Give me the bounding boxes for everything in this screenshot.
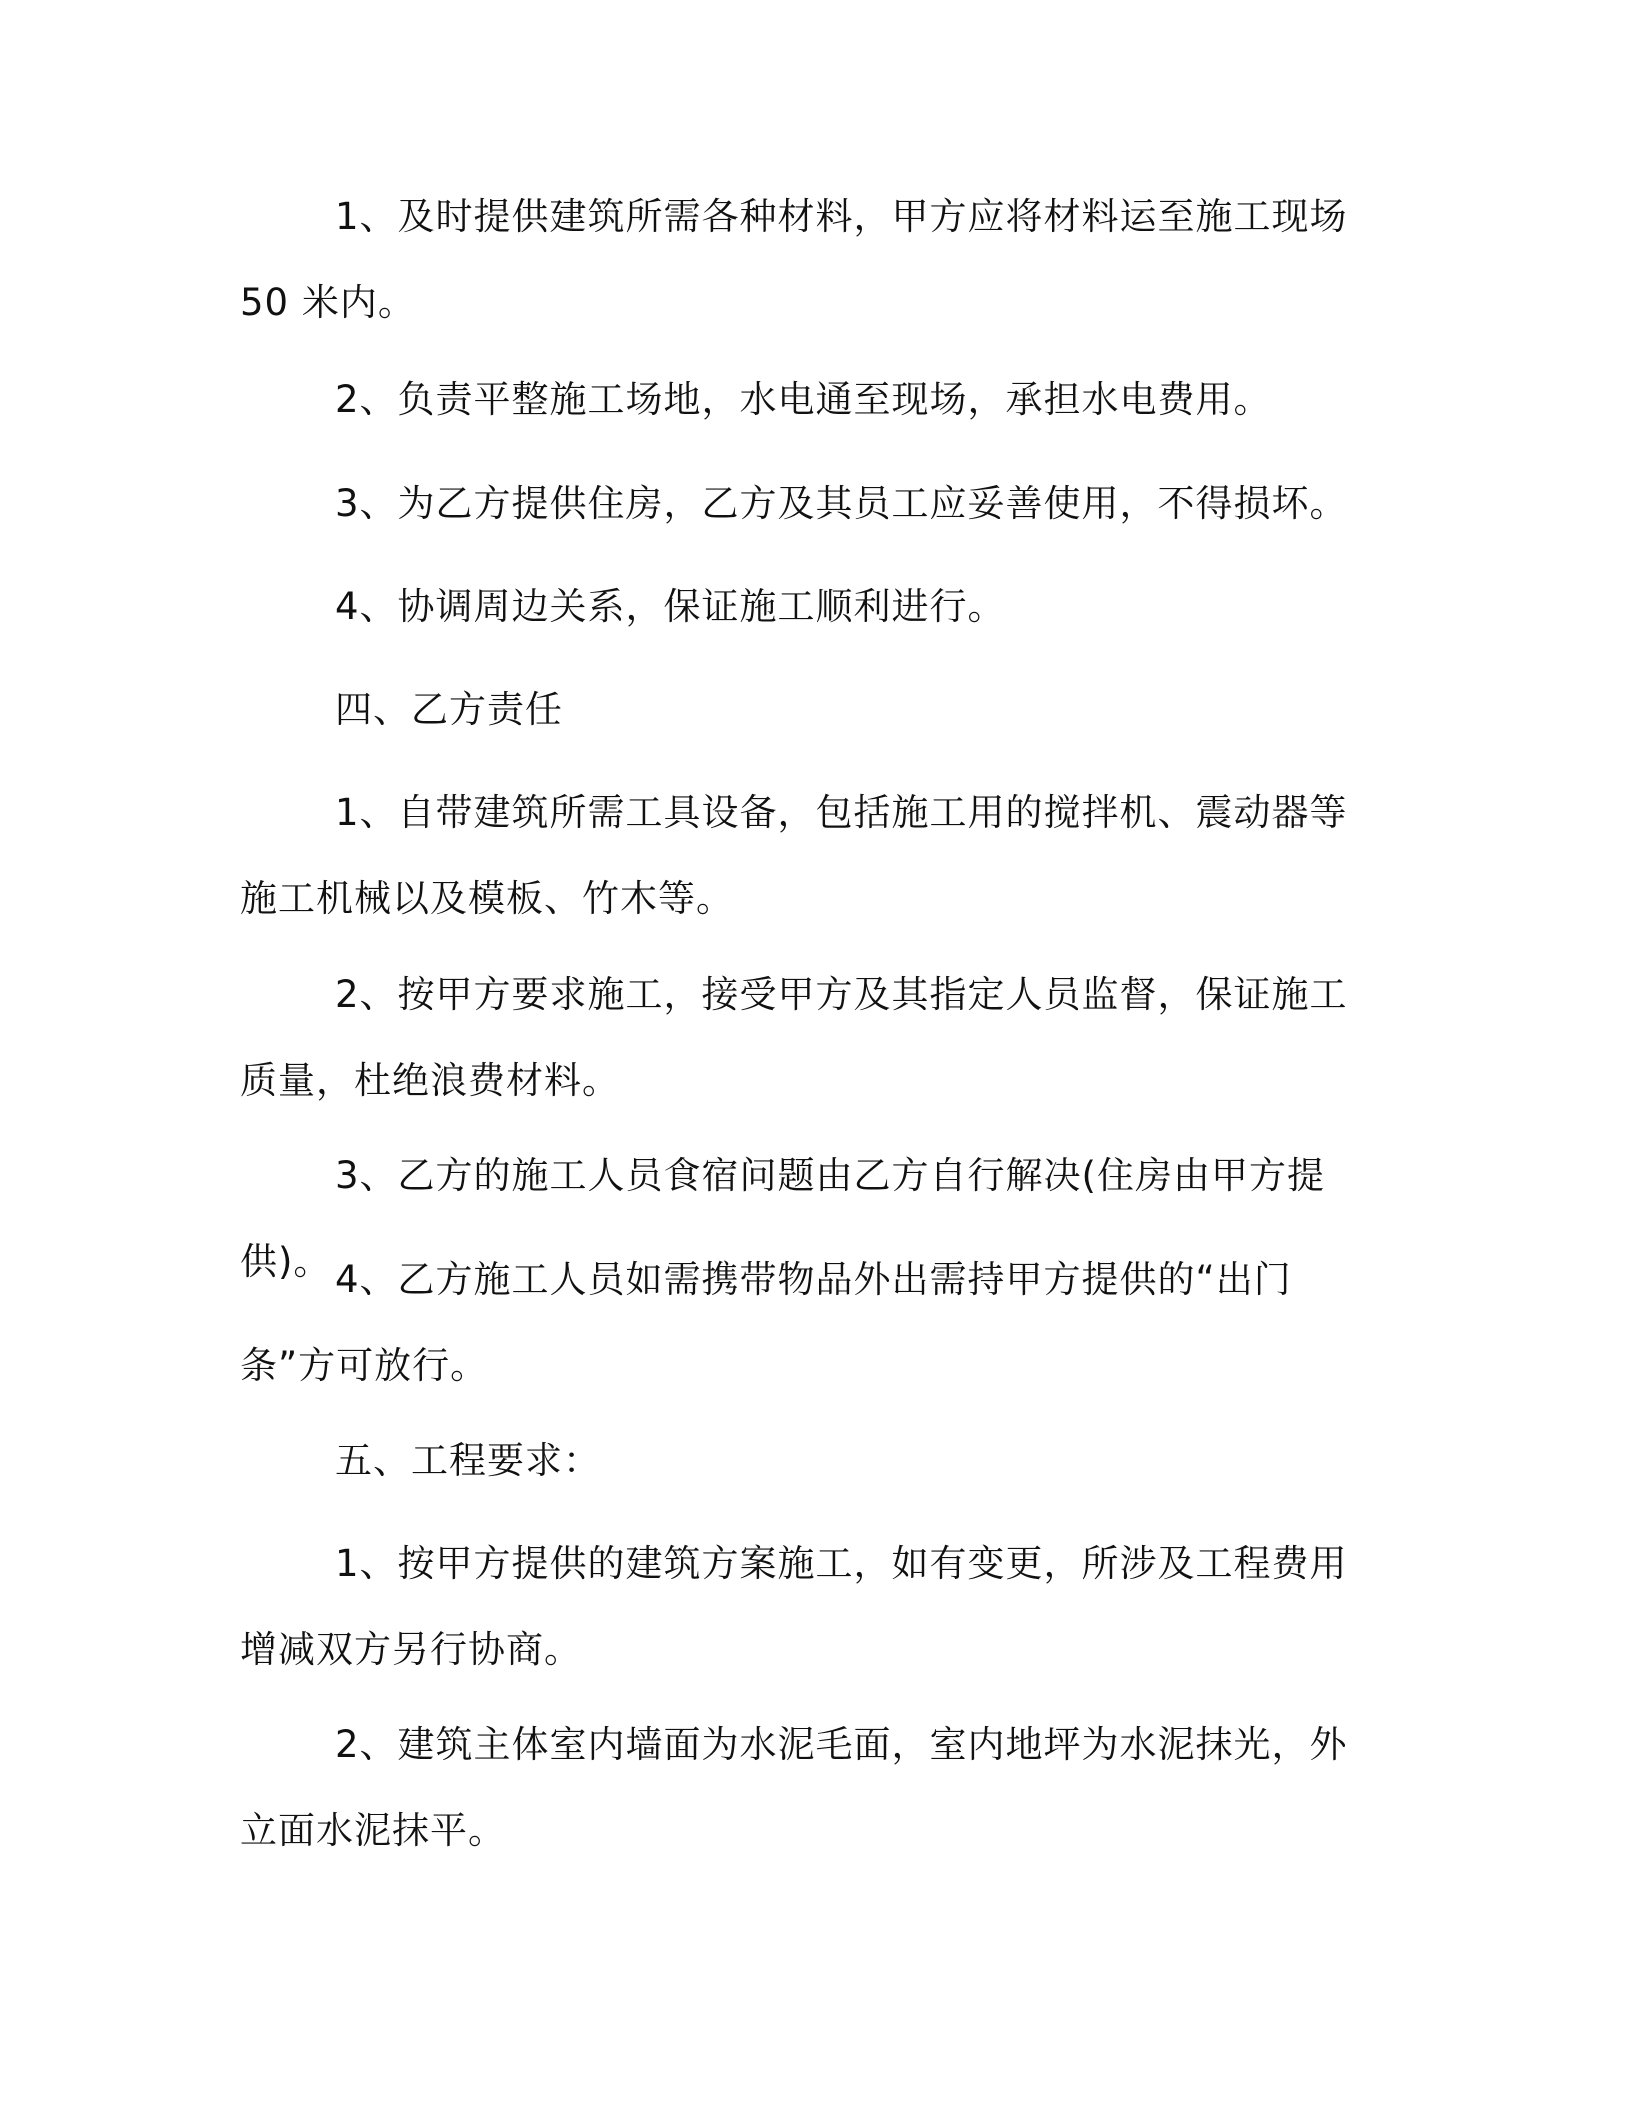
- paragraph-requirements-item-2: 2、建筑主体室内墙面为水泥毛面，室内地坪为水泥抹光，外立面水泥抹平。: [240, 1723, 1348, 1852]
- paragraph-party-b-item-1: 1、自带建筑所需工具设备，包括施工用的搅拌机、震动器等施工机械以及模板、竹木等。: [240, 791, 1348, 920]
- paragraph-party-b-item-2: 2、按甲方要求施工，接受甲方及其指定人员监督，保证施工质量，杜绝浪费材料。: [240, 973, 1348, 1102]
- paragraph-party-a-item-4: 4、协调周边关系，保证施工顺利进行。: [335, 585, 1006, 628]
- paragraph-party-a-item-1: 1、及时提供建筑所需各种材料，甲方应将材料运至施工现场 50 米内。: [240, 195, 1348, 324]
- paragraph-party-b-item-3: 3、乙方的施工人员食宿问题由乙方自行解决(住房由甲方提供)。: [240, 1154, 1325, 1283]
- section-heading-requirements: 五、工程要求：: [335, 1439, 601, 1482]
- paragraph-party-b-item-4: 4、乙方施工人员如需携带物品外出需持甲方提供的“出门条”方可放行。: [240, 1258, 1292, 1387]
- paragraph-party-a-item-3: 3、为乙方提供住房，乙方及其员工应妥善使用，不得损坏。: [335, 482, 1348, 525]
- paragraph-party-a-item-2: 2、负责平整施工场地，水电通至现场，承担水电费用。: [335, 378, 1272, 421]
- paragraph-requirements-item-1: 1、按甲方提供的建筑方案施工，如有变更，所涉及工程费用增减双方另行协商。: [240, 1542, 1348, 1671]
- section-heading-party-b: 四、乙方责任: [335, 688, 563, 731]
